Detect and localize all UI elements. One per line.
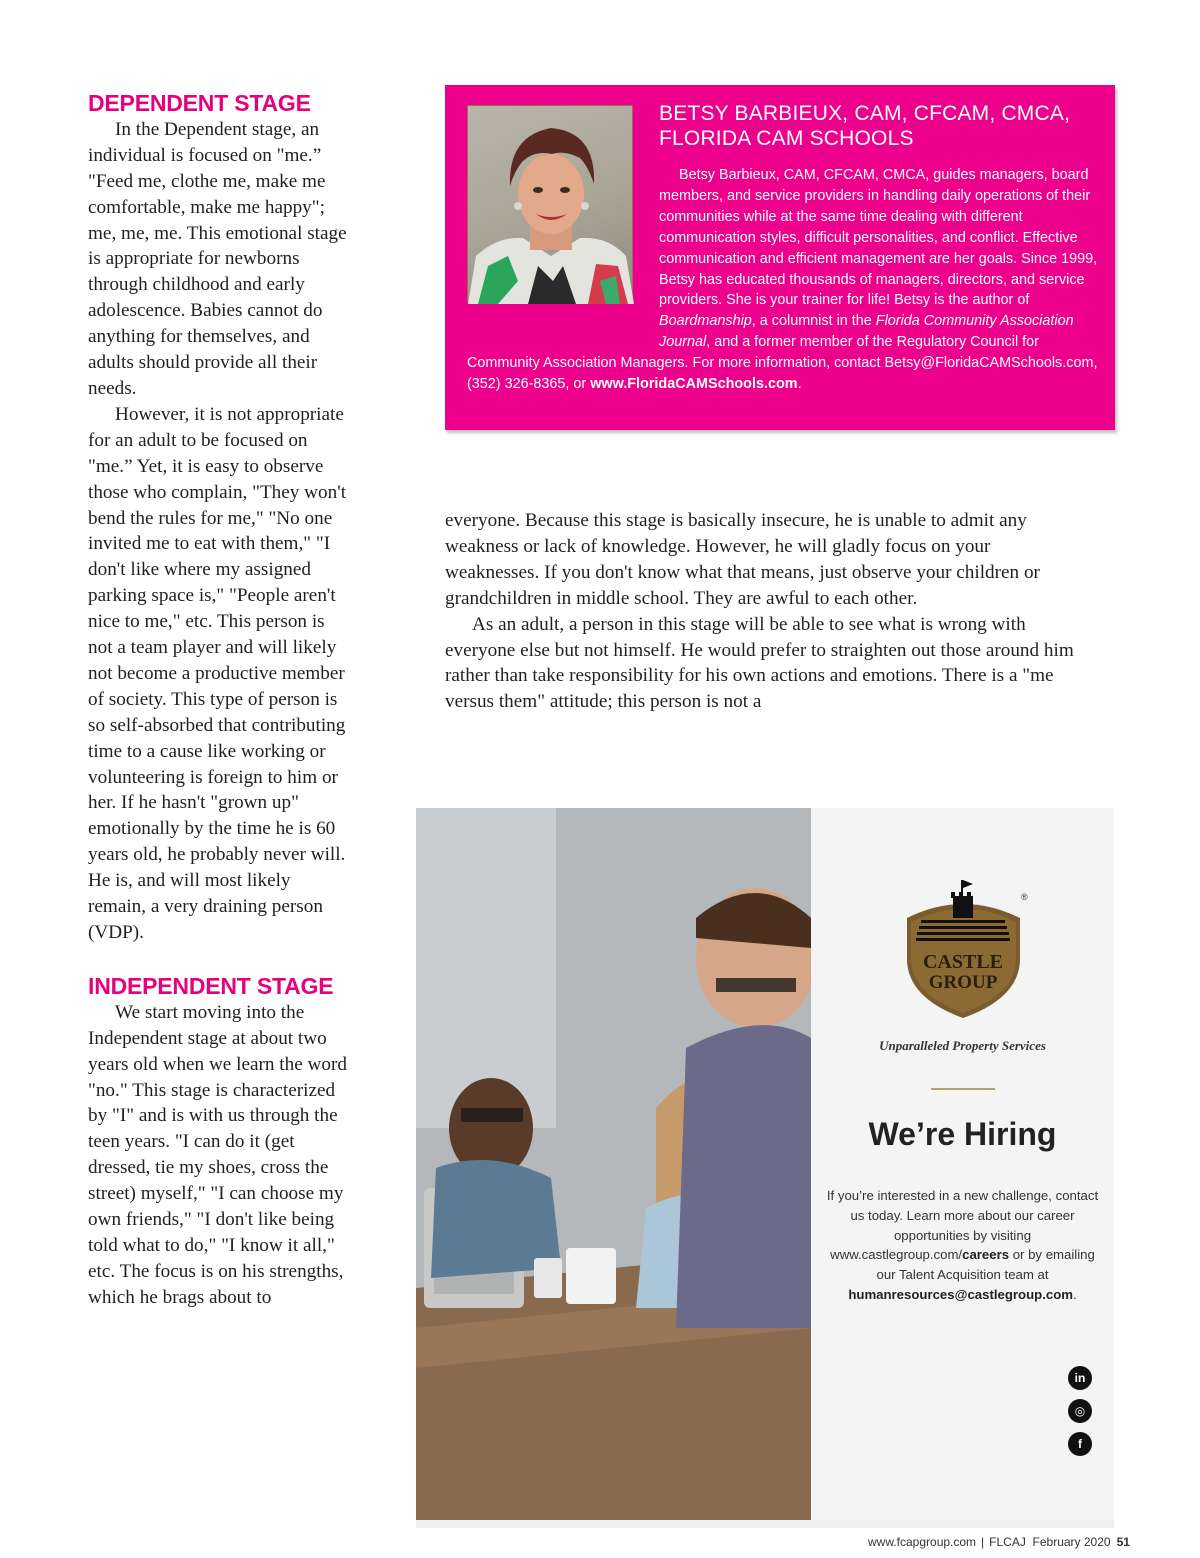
author-bio-box (445, 85, 1115, 430)
journal-title: Florida Community Association Journal (659, 313, 1074, 351)
logo-text-group: GROUP (928, 972, 998, 993)
dependent-paragraph-2: However, it is not appropriate for an adult to be focused on "me.” Yet, it is easy to observe those who complain, "They won't bend the rules for me," "No one invited me to eat with them," "I don't like where my assigned parking space is," "People aren't nice to me," etc. This person is not a team player and will likely not become a productive member of society. This type of person is so self-absorbed that contributing time to a cause like working or volunteering is foreign to him or her. If he hasn't "grown up" emotionally by the time he is 60 years old, he probably never will. He is, and will most likely remain, a very draining person (VDP). (88, 403, 347, 943)
independent-stage-heading: INDEPENDENT STAGE (88, 972, 334, 999)
dependent-paragraph-1: In the Dependent stage, an individual is focused on "me.” "Feed me, clothe me, make me comfortable, make me happy"; me, me, me. This emotional stage is appropriate for newborns through childhood and early adolescence. Babies cannot do anything for themselves, and adults should provide all their needs. (88, 118, 347, 399)
footer-issue: February 2020 (1032, 1535, 1111, 1549)
bio-text-mid: , a columnist in the (751, 313, 876, 330)
bio-text-end: , and a former member of the Regulatory Council for Community Association Managers. For more information, contact Betsy@FloridaCAMSchools.com, (352) 326-8365, or (467, 334, 1098, 393)
castle-shield-icon (901, 886, 1026, 1021)
castle-group-logo (901, 886, 1026, 1021)
independent-paragraph-1: We start moving into the Independent stage at about two years old when we learn the word "no." This stage is characterized by "I" and is with us through the teen years. "I can do it (get dressed, tie my shoes, cross the street) myself," "I can choose my own friends," "I don't like being told what to do," "I know it all," etc. The focus is on his strengths, which he brags about to (88, 1001, 347, 1308)
bio-title-line-1: BETSY BARBIEUX, CAM, CFCAM, CMCA, (659, 102, 1071, 125)
careers-link[interactable]: careers (962, 1247, 1010, 1263)
linkedin-icon[interactable]: in (1068, 1366, 1092, 1390)
footer-publication: FLCAJ (989, 1535, 1026, 1549)
facebook-icon[interactable]: f (1068, 1432, 1092, 1456)
logo-text-castle: CASTLE (922, 951, 1004, 973)
book-title: Boardmanship (659, 313, 752, 330)
hiring-text (825, 1186, 1100, 1305)
page-footer: www.fcapgroup.com | FLCAJ February 2020 51 (868, 1535, 1130, 1549)
hiring-title: We’re Hiring (868, 1116, 1057, 1152)
hiring-text-mid: or by emailing our Talent Acquisition team at (876, 1247, 1095, 1283)
middle-paragraph-2: As an adult, a person in this stage will be able to see what is wrong with everyone else but not himself. He would prefer to straighten out those around him rather than take responsibility for his own actions and emotions. There is a "me versus them" attitude; this person is not a (445, 613, 1074, 713)
hr-email-link[interactable]: humanresources@castlegroup.com (848, 1286, 1073, 1302)
bio-title-line-2: FLORIDA CAM SCHOOLS (659, 127, 914, 150)
photo-wrap-spacer (467, 165, 659, 340)
meeting-scene-image (416, 808, 811, 1520)
bio-text-period: . (797, 376, 802, 393)
castle-group-ad (416, 808, 1114, 1528)
hiring-text-end: . (1073, 1286, 1077, 1302)
dependent-stage-heading: DEPENDENT STAGE (88, 90, 311, 116)
instagram-icon[interactable]: ◎ (1068, 1399, 1092, 1423)
page-number: 51 (1116, 1535, 1130, 1549)
middle-paragraph-1: everyone. Because this stage is basically insecure, he is unable to admit any weakness or lack of knowledge. However, he will gladly focus on your weaknesses. If you don't know what that means, just observe your children or grandchildren in middle school. They are awful to each other. (445, 510, 1040, 609)
footer-site: www.fcapgroup.com (868, 1535, 977, 1549)
left-column (88, 91, 350, 1311)
hiring-text-start: If you’re interested in a new challenge, contact us today. Learn more about our career opportunities by visiting www.castlegroup.com/ (826, 1188, 1099, 1263)
bio-text-start: Betsy Barbieux, CAM, CFCAM, CMCA, guides managers, board members, and service providers in handling daily operations of their communities while at the same time dealing with different communication styles, difficult personalities, and conflict. Effective communication and efficient management are her goals. Since 1999, Betsy has educated thousands of managers, directors, and service providers. She is your trainer for life! Betsy is the author of (659, 167, 1098, 309)
gold-divider (931, 1088, 995, 1090)
registered-mark: ® (1021, 892, 1028, 902)
bio-text (467, 165, 1099, 395)
ad-meeting-photo (416, 808, 811, 1520)
middle-column (445, 508, 1085, 715)
bio-title (659, 101, 1099, 151)
ad-text-panel (811, 808, 1114, 1520)
bio-website-link[interactable]: www.FloridaCAMSchools.com (590, 376, 798, 393)
ad-tagline: Unparalleled Property Services (879, 1038, 1046, 1053)
